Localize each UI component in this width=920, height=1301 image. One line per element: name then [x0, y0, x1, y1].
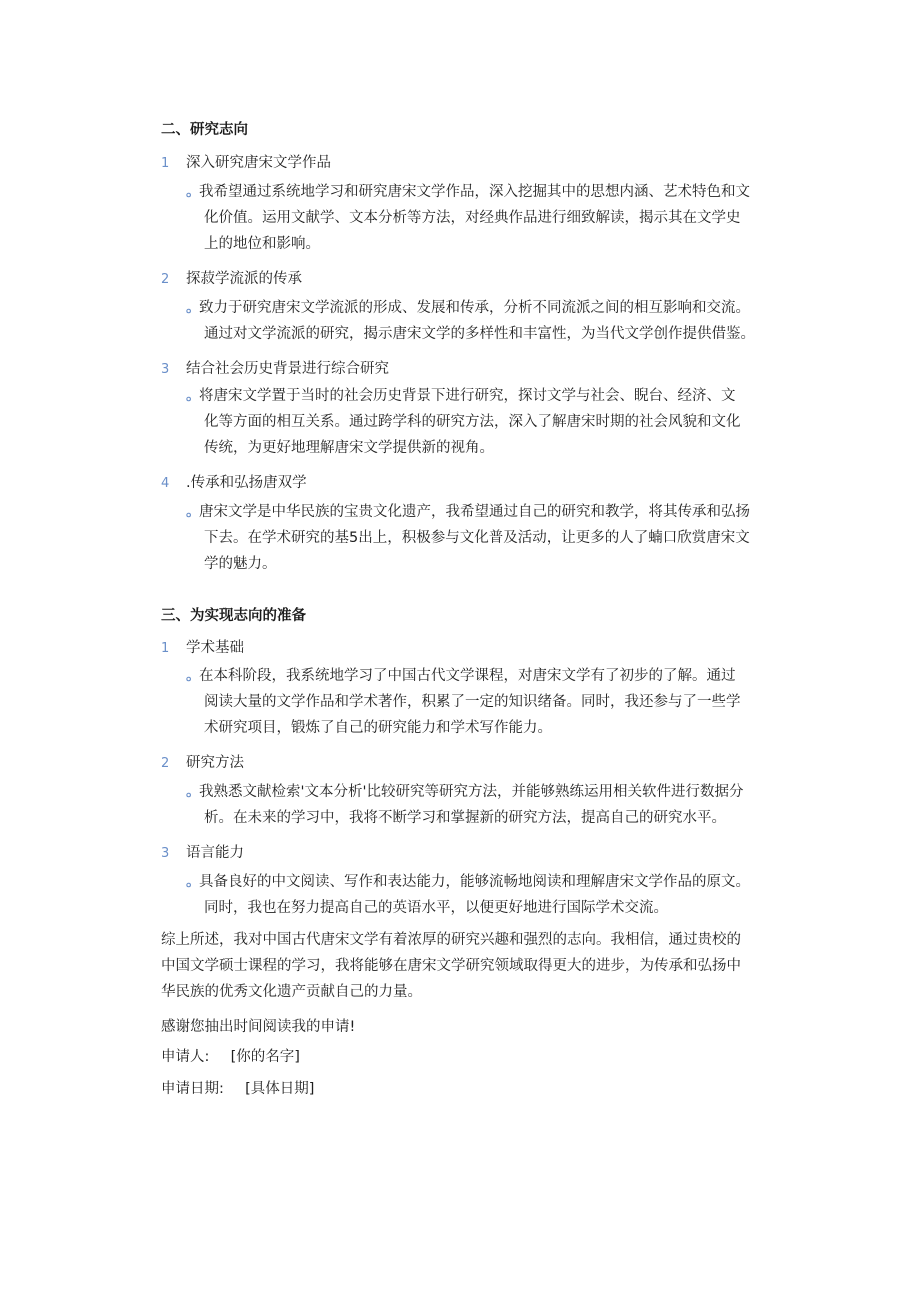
- bullet-icon: 。: [186, 184, 201, 200]
- bullet-paragraph: [186, 295, 755, 347]
- bullet-icon: 。: [186, 504, 201, 520]
- paragraph-line: 下去。在学术研究的基5出上，积极参与文化普及活动，让更多的人了蝻口欣赏唐宋文: [204, 530, 750, 546]
- paragraph-line: 我希望通过系统地学习和研究唐宋文学作品，深入挖掘其中的思想内涵、艺术特色和文: [199, 184, 750, 200]
- list-item-label: .传承和弘扬唐双学: [186, 475, 307, 491]
- paragraph-line: 将唐宋文学置于当时的社会历史背景下进行研究，探讨文学与社会、睨台、经济、文: [199, 388, 736, 404]
- paragraph-line: 中国文学硕士课程的学习，我将能够在唐宋文学研究领域取得更大的进步，为传承和弘扬中: [161, 958, 741, 974]
- paragraph-line: 在本科阶段，我系统地学习了中国古代文学课程，对唐宋文学有了初步的了解。通过: [199, 668, 736, 684]
- bullet-paragraph: [186, 179, 750, 257]
- bullet-paragraph: [186, 663, 741, 741]
- paragraph-line: 上的地位和影响。: [204, 236, 320, 252]
- paragraph-line: 唐宋文学是中华民族的宝贵文化遗产，我希望通过自己的研究和教学，将其传承和弘扬: [199, 504, 750, 520]
- list-item-label: 深入研究唐宋文学作品: [186, 155, 331, 171]
- bullet-paragraph: [186, 499, 750, 577]
- bullet-paragraph: [186, 779, 743, 831]
- bullet-icon: 。: [186, 784, 201, 800]
- applicant-name: [你的名字]: [230, 1049, 300, 1065]
- paragraph-line: 具备良好的中文阅读、写作和表达能力，能够流畅地阅读和理解唐宋文学作品的原文。: [199, 874, 750, 890]
- paragraph-line: 综上所述，我对中国古代唐宋文学有着浓厚的研究兴趣和强烈的志向。我相信，通过贵校的: [161, 932, 741, 948]
- applicant-label: 申请人:: [161, 1049, 210, 1065]
- paragraph-line: 传统，为更好地理解唐宋文学提供新的视角。: [204, 440, 494, 456]
- list-item: [161, 267, 302, 288]
- list-item-label: 探菽学流派的传承: [186, 271, 302, 287]
- bullet-icon: 。: [186, 300, 201, 316]
- list-item-label: 学术基础: [186, 640, 244, 656]
- bullet-icon: 。: [186, 388, 201, 404]
- bullet-icon: 。: [186, 874, 201, 890]
- list-number: 2: [161, 756, 170, 771]
- bullet-paragraph: [186, 869, 750, 921]
- list-item-label: 语言能力: [186, 845, 244, 861]
- paragraph-line: 阅读大量的文学作品和学术著作，积累了一定的知识绪备。同时，我还参与了一些学: [204, 694, 741, 710]
- paragraph-line: 化价值。运用文献学、文本分析等方法，对经典作品进行细致解读，揭示其在文学史: [204, 210, 741, 226]
- list-item: [161, 751, 244, 772]
- list-item-label: 研究方法: [186, 755, 244, 771]
- list-number: 1: [161, 641, 170, 656]
- list-number: 1: [161, 156, 170, 171]
- list-number: 2: [161, 272, 170, 287]
- date-value: [具体日期]: [245, 1081, 315, 1097]
- applicant-line: [161, 1045, 300, 1066]
- list-number: 3: [161, 362, 170, 377]
- paragraph-line: 术研究项目，锻炼了自己的研究能力和学术写作能力。: [204, 720, 552, 736]
- list-number: 3: [161, 846, 170, 861]
- paragraph-line: 学的魅力。: [204, 556, 277, 572]
- list-item: [161, 151, 331, 172]
- paragraph-line: 通过对文学流派的研究，揭示唐宋文学的多样性和丰富性，为当代文学创作提供借鉴。: [204, 326, 755, 342]
- thanks-line: 感谢您抽出时间阅读我的申请!: [161, 1019, 356, 1035]
- paragraph-line: 致力于研究唐宋文学流派的形成、发展和传承，分析不同流派之间的相互影响和交流。: [199, 300, 750, 316]
- date-label: 申请日期:: [161, 1081, 224, 1097]
- section-heading: 二、研究志向: [161, 122, 248, 138]
- list-item: [161, 471, 307, 492]
- list-number: 4: [161, 476, 170, 491]
- paragraph-line: 华民族的优秀文化遗产贡献自己的力量。: [161, 984, 422, 1000]
- list-item-label: 结合社会历史背景进行综合研究: [186, 361, 389, 377]
- paragraph-line: 化等方面的相互关系。通过跨学科的研究方法，深入了解唐宋时期的社会风貌和文化: [204, 414, 741, 430]
- bullet-icon: 。: [186, 668, 201, 684]
- list-item: [161, 636, 244, 657]
- section-heading: 三、为实现志向的准备: [161, 608, 306, 624]
- paragraph-line: 同时，我也在努力提高自己的英语水平，以便更好地进行国际学术交流。: [204, 900, 668, 916]
- list-item: [161, 357, 389, 378]
- conclusion-paragraph: [161, 927, 741, 1005]
- paragraph-line: 我熟悉文献检索'文本分析'比较研究等研究方法，并能够熟练运用相关软件进行数据分: [199, 784, 744, 800]
- bullet-paragraph: [186, 383, 741, 461]
- list-item: [161, 841, 244, 862]
- date-line: [161, 1077, 314, 1098]
- paragraph-line: 析。在未来的学习中，我将不断学习和掌握新的研究方法，提高自己的研究水平。: [204, 810, 726, 826]
